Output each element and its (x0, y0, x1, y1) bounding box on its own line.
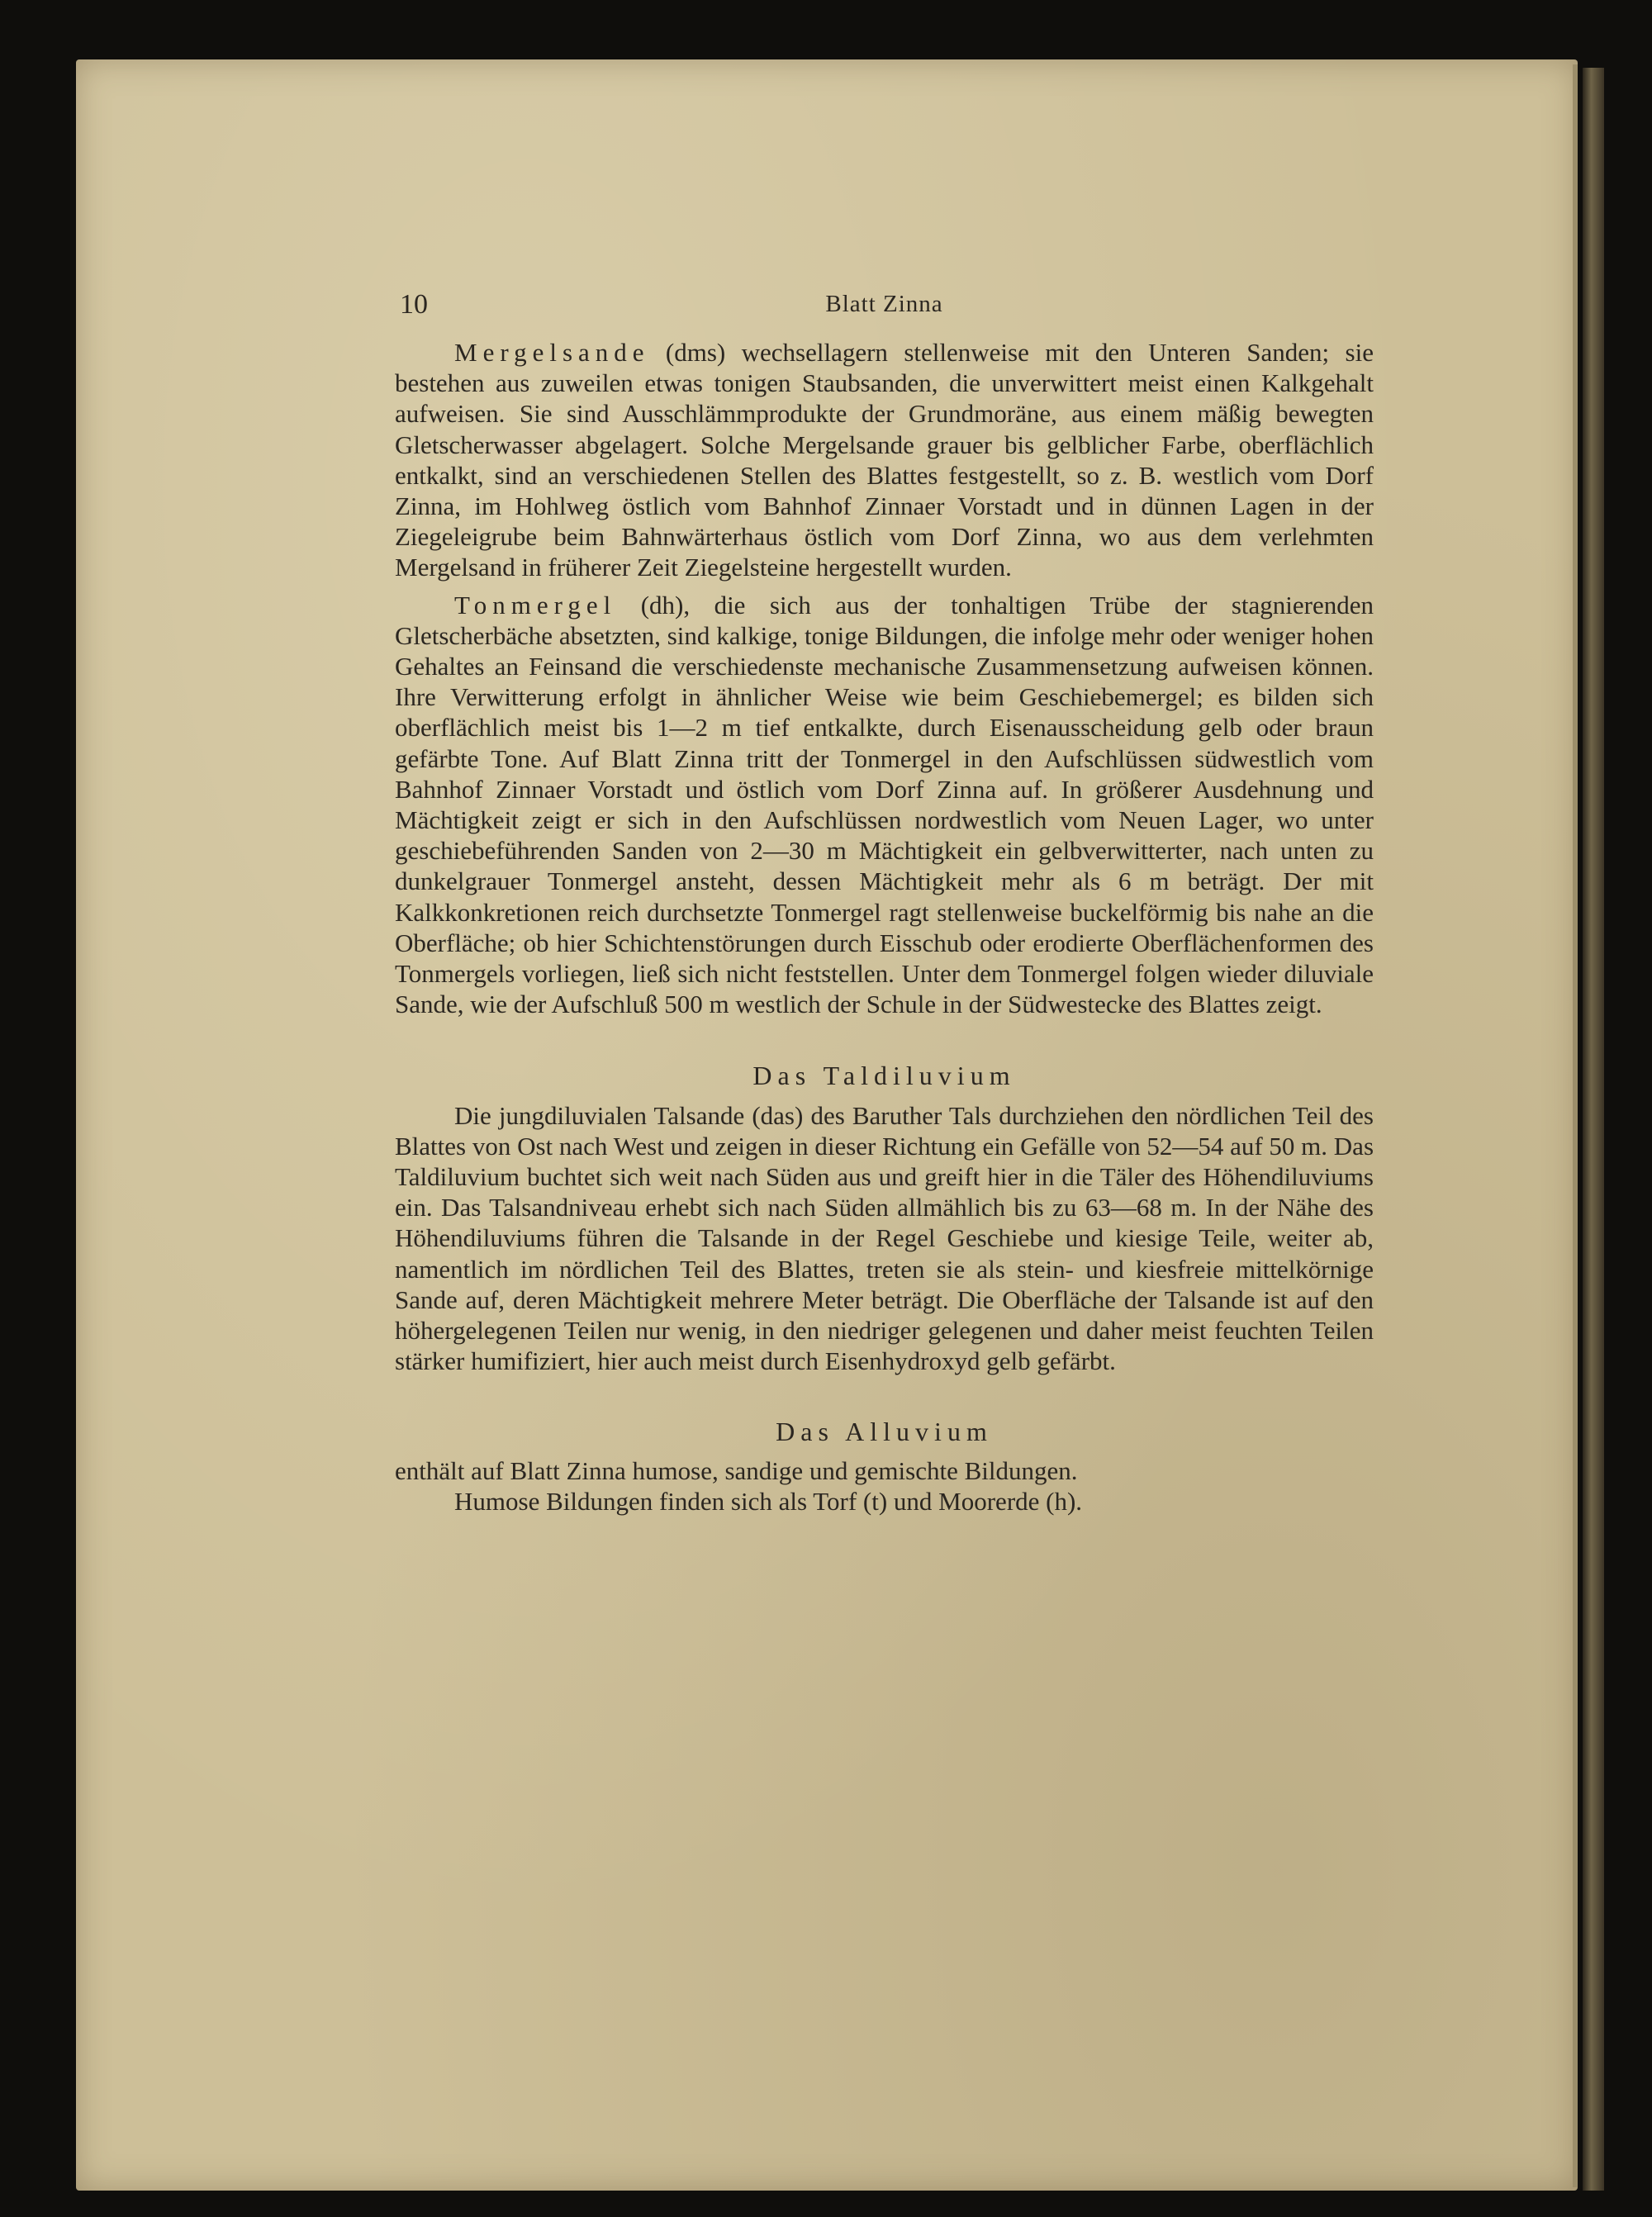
running-head (395, 289, 1374, 335)
page-edge (1573, 64, 1578, 2187)
term-mergelsande: Mergelsande (454, 338, 650, 367)
term-tonmergel: Tonmergel (454, 590, 617, 620)
paragraph-mergelsande-text: (dms) wechsellagern stellenweise mit den Unteren Sanden; sie bestehen aus zuweilen etwas tonigen Staubsanden, die unverwittert meist einen Kalkgehalt aufweisen. Sie sind Ausschlämmprodukte der Grundmoräne, aus einem mäßig bewegten Gletscherwasser abgelagert. Solche Mergelsande grauer bis gelblicher Farbe, oberflächlich entkalkt, sind an verschiedenen Stellen des Blattes festgestellt, so z. B. westlich vom Dorf Zinna, im Hohlweg östlich vom Bahnhof Zinnaer Vorstadt und in dünnen Lagen in der Ziegeleigrube beim Bahnwärterhaus östlich vom Dorf Zinna, wo aus dem verlehmten Mergelsand in früherer Zeit Ziegelsteine hergestellt wurden. (395, 338, 1374, 582)
section-heading-taldiluvium: Das Taldiluvium (752, 1061, 1016, 1091)
paragraph-mergelsande (395, 337, 1374, 583)
facing-page-edge (1583, 68, 1604, 2191)
paragraph-tonmergel-text: (dh), die sich aus der tonhaltigen Trübe der stagnierenden Gletscherbäche absetzten, sind kalkige, tonige Bildungen, die infolge mehr oder weniger hohen Gehaltes an Feinsand die verschiedenste mechanische Zusammensetzung aufweisen können. Ihre Verwitterung erfolgt in ähnlicher Weise wie beim Geschiebemergel; es bilden sich oberflächlich meist bis 1—2 m tief entkalkte, durch Eisenausscheidung gelb oder braun gefärbte Tone. Auf Blatt Zinna tritt der Tonmergel in den Aufschlüssen südwestlich vom Bahnhof Zinnaer Vorstadt und östlich vom Dorf Zinna auf. In größerer Ausdehnung und Mächtigkeit zeigt er sich in den Aufschlüssen nordwestlich vom Neuen Lager, wo unter geschiebeführenden Sanden von 2—30 m Mächtigkeit ein gelbverwitterter, nach unten zu dunkelgrauer Tonmergel ansteht, dessen Mächtigkeit mehr als 6 m beträgt. Der mit Kalkkonkretionen reich durchsetzte Tonmergel ragt stellenweise buckelförmig bis nahe an die Oberfläche; ob hier Schichtenstörungen durch Eisschub oder erodierte Oberflächenformen des Tonmergels vorliegen, ließ sich nicht feststellen. Unter dem Tonmergel folgen wieder diluviale Sande, wie der Aufschluß 500 m westlich der Schule in der Südwestecke des Blattes zeigt. (395, 590, 1374, 1019)
paragraph-alluvium-intro: enthält auf Blatt Zinna humose, sandige und gemischte Bildungen. (395, 1455, 1078, 1485)
section-heading-alluvium: Das Alluvium (776, 1416, 993, 1446)
paragraph-taldiluvium: Die jungdiluvialen Talsande (das) des Baruther Tals durchziehen den nördlichen Teil des Blattes von Ost nach West und zeigen in dieser Richtung ein Gefälle von 52—54 auf 50 m. Das Taldiluvium buchtet sich weit nach Süden aus und greift hier in die Täler des Höhendiluviums ein. Das Talsandniveau erhebt sich nach Süden allmählich bis zu 63—68 m. In der Nähe des Höhendiluviums führen die Talsande in der Regel Geschiebe und kiesige Teile, weiter ab, namentlich im nördlichen Teil des Blattes, treten sie als stein- und kiesfreie mittelkörnige Sande auf, deren Mächtigkeit mehrere Meter beträgt. Die Oberfläche der Talsande ist auf den höhergelegenen Teilen nur wenig, in den niedriger gelegenen und daher meist feuchten Teilen stärker humifiziert, hier auch meist durch Eisenhydroxyd gelb gefärbt. (395, 1100, 1374, 1376)
paragraph-tonmergel (395, 590, 1374, 1020)
page-number: 10 (400, 289, 428, 320)
running-title: Blatt Zinna (825, 291, 943, 317)
paragraph-alluvium-humose: Humose Bildungen finden sich als Torf (t) und Moorerde (h). (454, 1486, 1083, 1516)
page-text-block (395, 289, 1374, 1517)
